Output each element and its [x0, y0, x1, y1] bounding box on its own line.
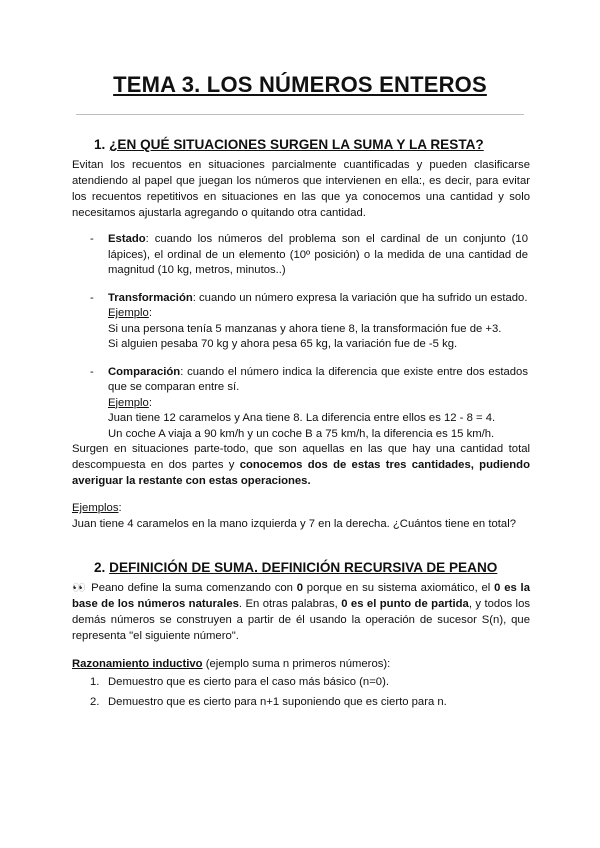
- list-item-transformacion: [90, 291, 528, 353]
- example-line: Si alguien pesaba 70 kg y ahora pesa 65 kg, la variación fue de -5 kg.: [108, 338, 458, 350]
- peano-text: porque en su sistema axiomático, el: [303, 582, 495, 594]
- induction-rest: (ejemplo suma n primeros números):: [202, 658, 391, 670]
- examples-label: Ejemplos: [72, 502, 119, 514]
- examples-paragraph: [72, 500, 530, 532]
- example-line: Juan tiene 12 caramelos y Ana tiene 8. La diferencia entre ellos es 12 - 8 = 4.: [108, 412, 496, 424]
- estado-description: : cuando los números del problema son el cardinal de un conjunto (10 lápices), el ordinal de un elemento (10º posición) o la medida de una cantidad de magnitud (10 kg, metros, minutos..): [108, 233, 528, 276]
- eyes-icon: 👀: [72, 582, 85, 594]
- induction-steps: [90, 672, 530, 712]
- peano-paragraph: [72, 580, 530, 644]
- list-item: [90, 692, 530, 712]
- step-text: Demuestro que es cierto para n+1 suponiendo que es cierto para n.: [108, 696, 447, 708]
- example-label: Ejemplo: [108, 307, 149, 319]
- section-1-intro: Evitan los recuentos en situaciones parcialmente cuantificadas y pueden clasificarse atendiendo al papel que juegan los números que intervienen en ella:, es decir, para evitar los recuentos repetitivos en situaciones en las que ya conocemos una cantidad y solo necesitamos ajustarla agregando o quitando otra cantidad.: [72, 159, 530, 219]
- section-2-title: DEFINICIÓN DE SUMA. DEFINICIÓN RECURSIVA DE PEANO: [109, 560, 498, 575]
- list-item-estado: [90, 232, 528, 279]
- example-colon: :: [148, 396, 152, 409]
- step-text: Demuestro que es cierto para el caso más básico (n=0).: [108, 676, 389, 688]
- step-number: 1.: [90, 676, 100, 688]
- peano-text: . En otras palabras,: [238, 598, 342, 610]
- step-number: 2.: [90, 696, 100, 708]
- list-dash: -: [90, 365, 94, 378]
- term-estado: Estado: [108, 233, 146, 245]
- examples-text: Juan tiene 4 caramelos en la mano izquierda y 7 en la derecha. ¿Cuántos tiene en total?: [72, 518, 516, 530]
- peano-bold-text: 0 es el punto de partida: [341, 598, 469, 610]
- list-item: [90, 672, 530, 692]
- list-dash: -: [90, 233, 94, 245]
- section-2-number: 2.: [94, 560, 106, 575]
- induction-label: Razonamiento inductivo: [72, 658, 203, 670]
- section-1-heading: [94, 137, 484, 152]
- example-line: Un coche A viaja a 90 km/h y un coche B a 75 km/h, la diferencia es 15 km/h.: [108, 427, 495, 440]
- comparacion-description: : cuando el número indica la diferencia que existe entre dos estados que se comparan entre sí.: [108, 365, 528, 393]
- part-whole-text: Surgen en situaciones parte-todo, que son aquellas en las que hay una cantidad total descompuesta en dos partes y: [72, 443, 530, 471]
- term-comparacion: Comparación: [108, 365, 181, 378]
- peano-bold-text: 0 es la base de los números naturales: [72, 582, 530, 610]
- section-1-title: ¿EN QUÉ SITUACIONES SURGEN LA SUMA Y LA RESTA?: [109, 137, 484, 152]
- examples-colon: :: [118, 502, 122, 514]
- section-1-number: 1.: [94, 137, 106, 152]
- part-whole-paragraph: [72, 441, 530, 489]
- document-title: TEMA 3. LOS NÚMEROS ENTEROS: [113, 72, 487, 97]
- list-dash: -: [90, 291, 94, 304]
- section-2-heading: [94, 560, 497, 575]
- example-label: Ejemplo: [108, 396, 149, 409]
- list-item-comparacion: [90, 365, 528, 443]
- transformacion-description: : cuando un número expresa la variación que ha sufrido un estado.: [192, 291, 528, 304]
- part-whole-bold: conocemos dos de estas tres cantidades, pudiendo averiguar la restante con estas operaciones.: [72, 459, 530, 487]
- title-divider: [76, 114, 524, 115]
- peano-text: , y todos los demás números se construyen a partir de él usando la operación de sucesor S(n), que representa "el siguiente número".: [72, 598, 530, 642]
- situation-list: [90, 232, 528, 442]
- induction-heading: [72, 656, 530, 672]
- term-transformacion: Transformación: [108, 291, 193, 304]
- example-colon: :: [148, 307, 152, 319]
- peano-text: Peano define la suma comenzando con: [91, 582, 297, 594]
- peano-bold-text: 0: [296, 582, 303, 594]
- example-line: Si una persona tenía 5 manzanas y ahora tiene 8, la transformación fue de +3.: [108, 322, 502, 335]
